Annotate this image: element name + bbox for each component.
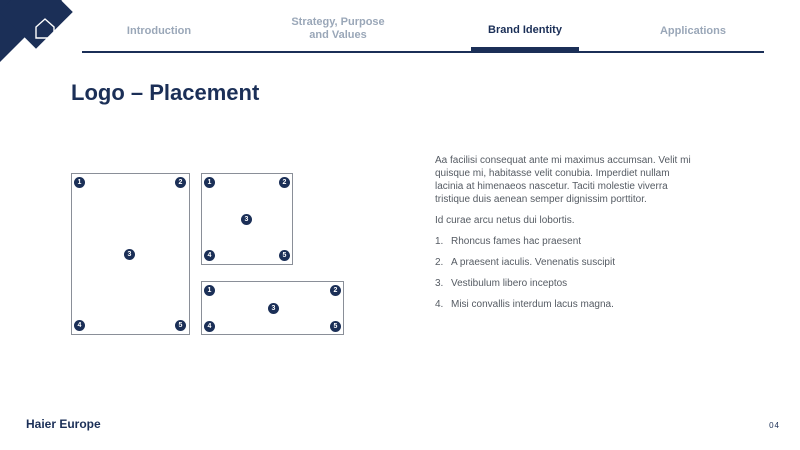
tab-introduction[interactable]: Introduction — [126, 25, 192, 37]
list-item: 3. Vestibulum libero inceptos — [435, 278, 568, 289]
list-item: 2. A praesent iaculis. Venenatis suscipit — [435, 257, 615, 268]
home-icon[interactable] — [34, 16, 56, 40]
nav-divider — [82, 51, 764, 53]
marker-3: 3 — [124, 249, 135, 260]
tab-applications[interactable]: Applications — [659, 25, 726, 37]
placement-frame-landscape — [201, 281, 344, 335]
tab-strategy-purpose-values[interactable]: Strategy, Purpose and Values — [291, 16, 385, 41]
list-item: 4. Misi convallis interdum lacus magna. — [435, 299, 614, 310]
placement-frame-square — [201, 173, 293, 265]
marker-3: 3 — [241, 214, 252, 225]
marker-4: 4 — [74, 320, 85, 331]
list-item: 1. Rhoncus fames hac praesent — [435, 236, 582, 247]
placement-frame-portrait — [71, 173, 190, 335]
secondary-paragraph: Id curae arcu netus dui lobortis. — [435, 215, 575, 226]
top-nav — [82, 0, 764, 55]
marker-1: 1 — [74, 177, 85, 188]
marker-1: 1 — [204, 285, 215, 296]
body-text — [435, 154, 695, 319]
marker-5: 5 — [330, 321, 341, 332]
page-number: 04 — [769, 421, 780, 430]
marker-2: 2 — [279, 177, 290, 188]
marker-2: 2 — [330, 285, 341, 296]
intro-paragraph: Aa facilisi consequat ante mi maximus accumsan. Velit mi quisque mi, habitasse velit conubia. Imperdiet nullam lacinia at himenaeos nascetur. Taciti molestie viverra tristique duis aenean semper dignissim porttitor. — [435, 155, 691, 205]
numbered-list — [435, 235, 695, 311]
marker-1: 1 — [204, 177, 215, 188]
marker-3: 3 — [268, 303, 279, 314]
marker-5: 5 — [279, 250, 290, 261]
marker-4: 4 — [204, 250, 215, 261]
tab-brand-identity[interactable]: Brand Identity — [488, 24, 562, 36]
brand-logo-text: Haier Europe — [26, 417, 101, 431]
page-title: Logo – Placement — [71, 80, 260, 105]
marker-4: 4 — [204, 321, 215, 332]
marker-5: 5 — [175, 320, 186, 331]
marker-2: 2 — [175, 177, 186, 188]
